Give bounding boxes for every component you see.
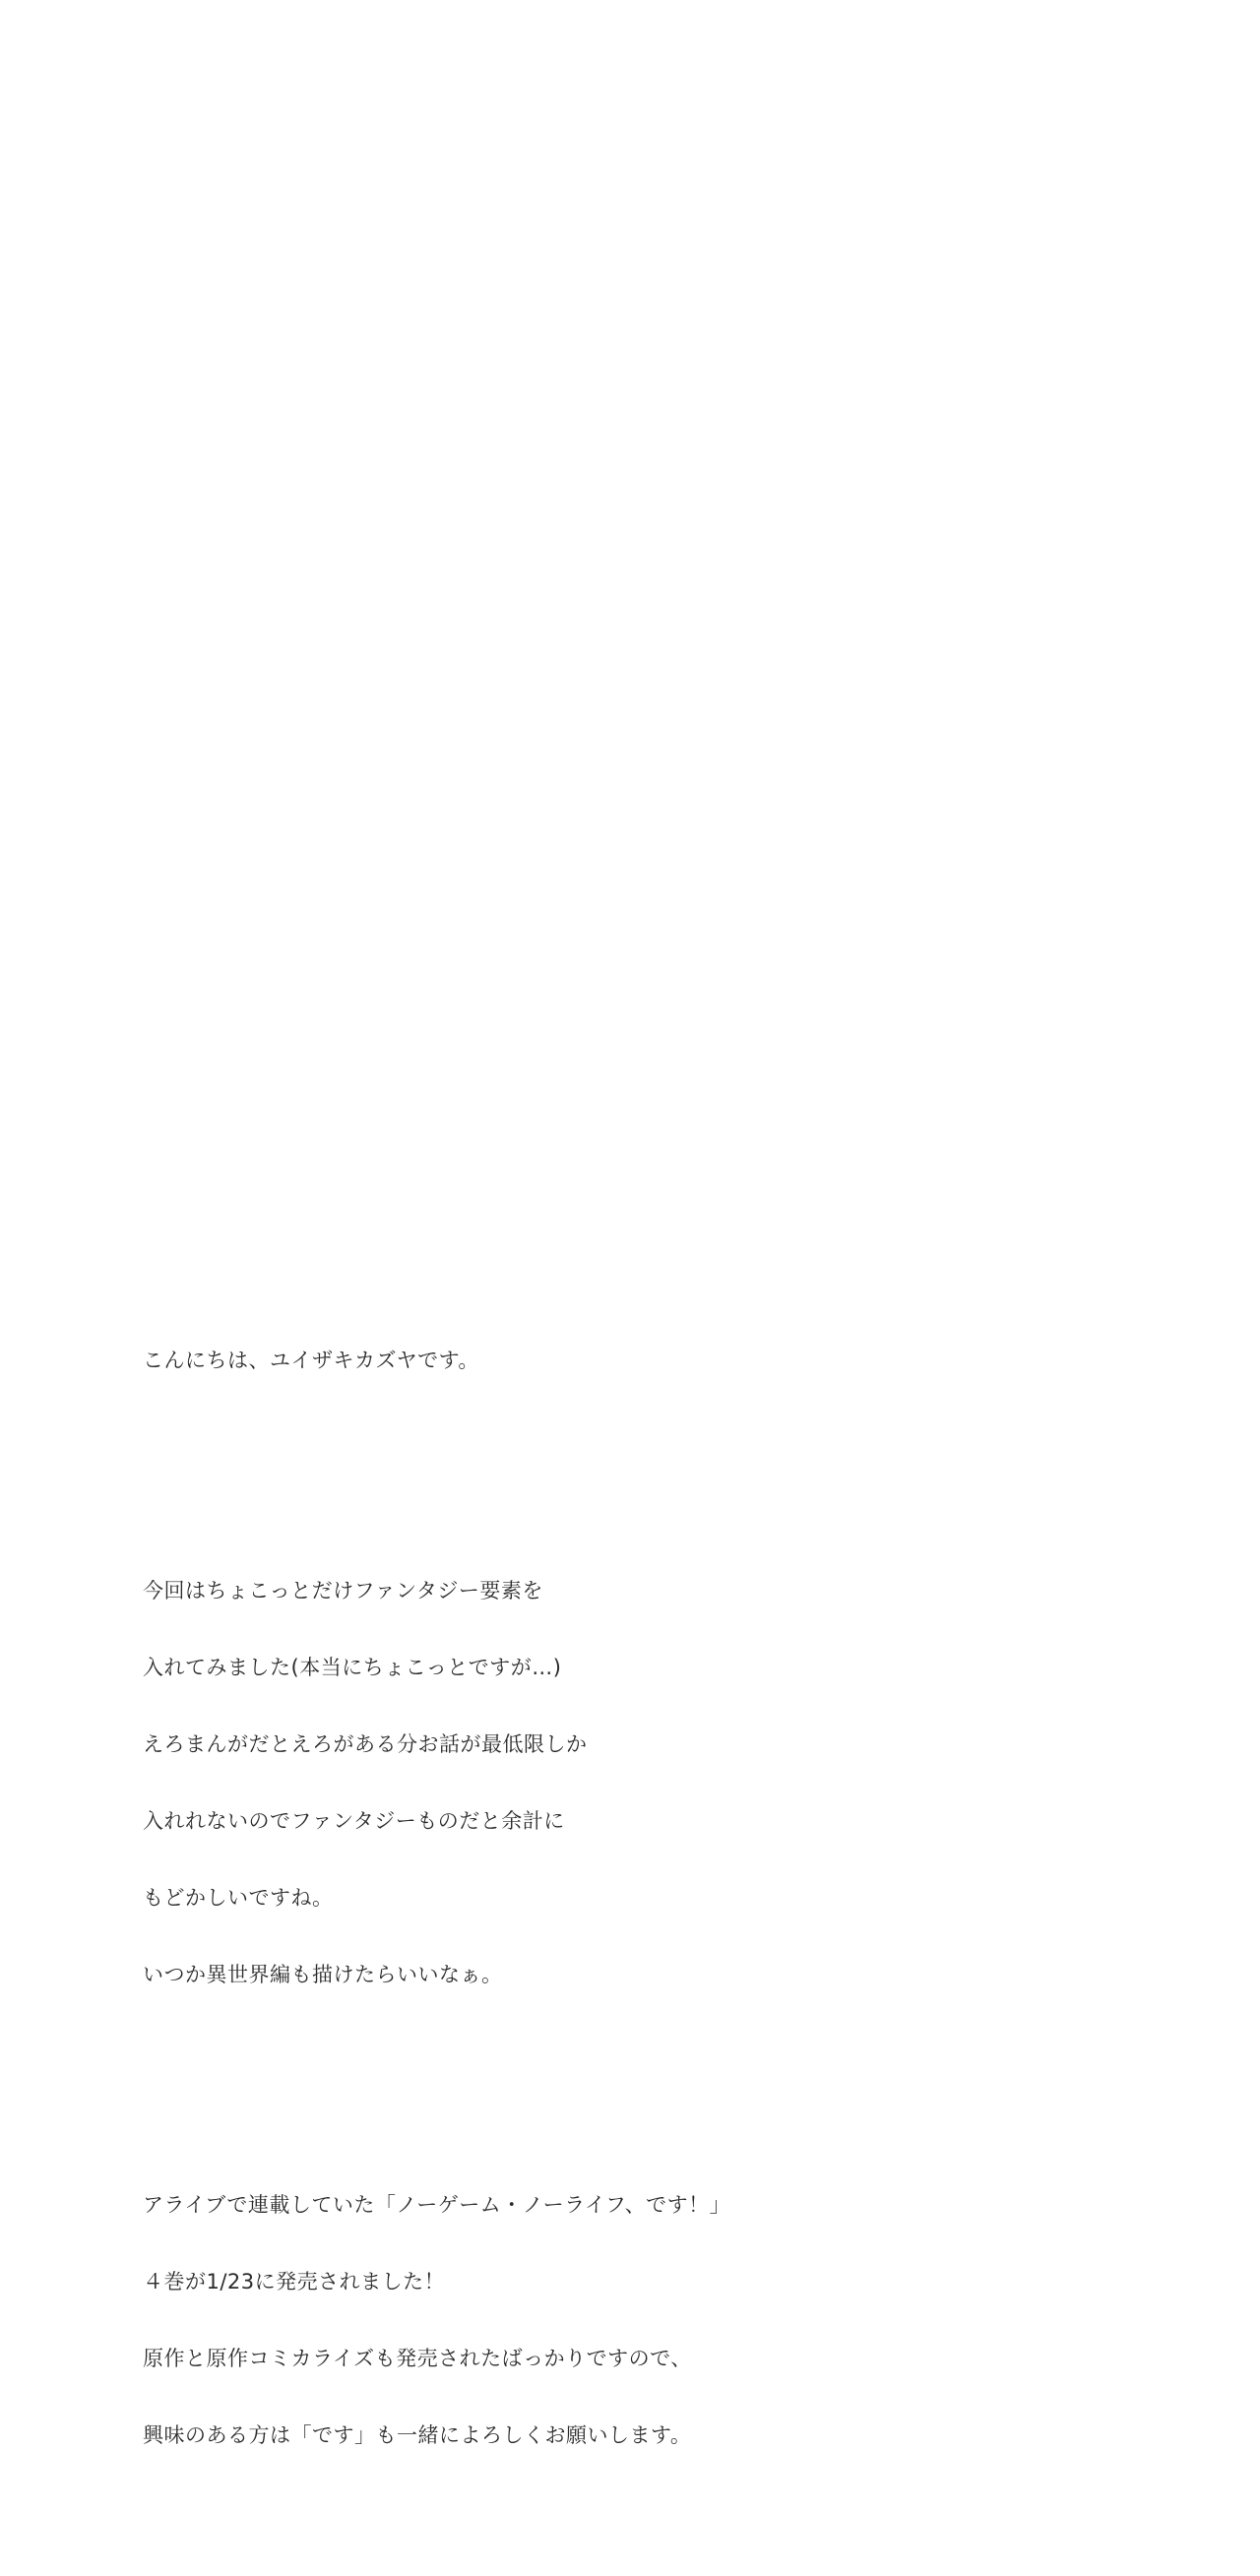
release-announcement-paragraph — [143, 2141, 730, 2499]
text-line: 入れれないのでファンタジーものだと余計に — [143, 1809, 565, 1833]
greeting-paragraph — [143, 1296, 730, 1424]
text-line: 今回はちょこっとだけファンタジー要素を — [143, 1579, 543, 1602]
text-line: いつか異世界編も描けたらいいなぁ。 — [143, 1963, 503, 1986]
text-line: ４巻が1/23に発売されました！ — [143, 2270, 446, 2293]
text-line: えろまんがだとえろがある分お話が最低限しか — [143, 1732, 588, 1756]
text-line: 入れてみました(本当にちょこっとですが…) — [143, 1656, 562, 1679]
text-line: 原作と原作コミカライズも発売されたばっかりですので、 — [143, 2347, 692, 2370]
text-line: 興味のある方は「です」も一緒によろしくお願いします。 — [143, 2423, 692, 2447]
text-line: アライブで連載していた「ノーゲーム・ノーライフ、です！」 — [143, 2193, 731, 2217]
afterword-text-block — [143, 1220, 730, 2576]
fantasy-comment-paragraph — [143, 1527, 730, 2039]
text-line: もどかしいですね。 — [143, 1886, 334, 1910]
greeting-line: こんにちは、ユイザキカズヤです。 — [143, 1349, 479, 1372]
